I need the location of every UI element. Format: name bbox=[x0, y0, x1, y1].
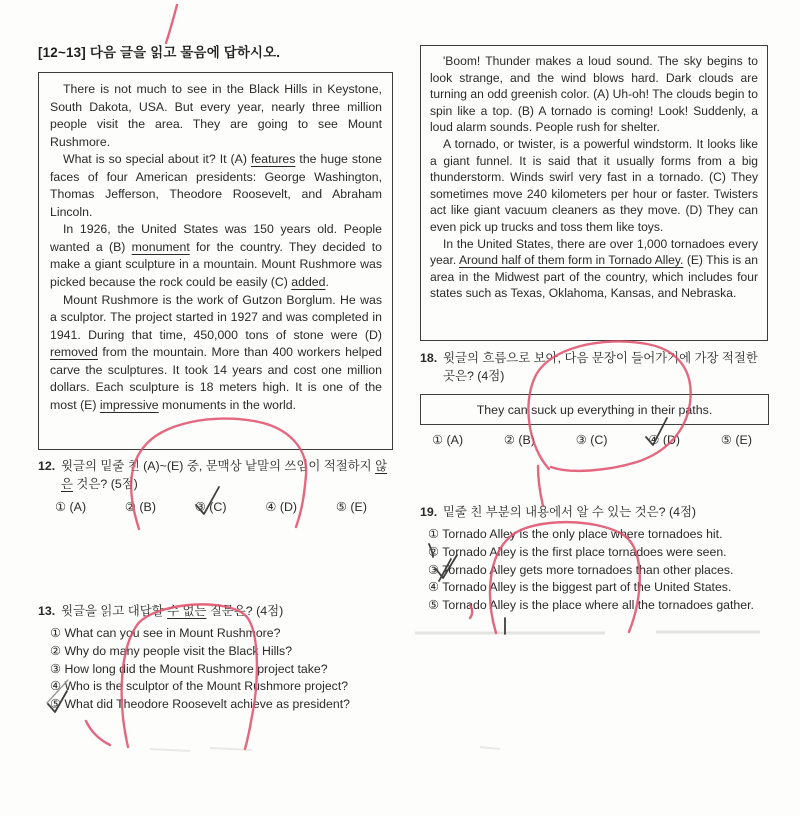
red-hook-q13 bbox=[86, 721, 110, 745]
insert-sentence-text: They can suck up everything in their paths. bbox=[476, 402, 713, 417]
question-13-options bbox=[50, 625, 398, 714]
q18-option-5: ⑤ (E) bbox=[720, 433, 752, 447]
q19-option-5: ⑤ Tornado Alley is the place where all the tornadoes gather. bbox=[428, 598, 754, 613]
section-header-12-13: [12~13] 다음 글을 읽고 물음에 답하시오. bbox=[38, 45, 281, 60]
question-18 bbox=[420, 350, 772, 385]
q19-option-3: ③ Tornado Alley gets more tornadoes than other places. bbox=[428, 562, 734, 577]
insert-sentence-box bbox=[420, 394, 769, 425]
red-slash-header bbox=[166, 5, 177, 43]
question-18-options bbox=[432, 432, 752, 447]
question-12-number: 12. bbox=[38, 459, 56, 473]
q12-option-1: ① (A) bbox=[55, 500, 87, 514]
question-13-number: 13. bbox=[38, 604, 56, 618]
passage-paragraph: 'Boom! Thunder makes a loud sound. The sky begins to look strange, and the wind blows hard. Dark clouds are turning an odd greenish color. (A) Uh-oh! The clouds begin to spin like a top. (B) A tornado is coming! Look! Suddenly, a loud alarm sounds. People rush for shelter. bbox=[430, 54, 758, 135]
passage-paragraph: In the United States, there are over 1,000 tornadoes every year. Around half of them form in Tornado Alley. (E) This is an area in the Midwest part of the country, which includes four states such as Texas, Oklahoma, Kansas, and Nebraska. bbox=[430, 236, 758, 301]
passage-rushmore bbox=[38, 72, 393, 450]
q18-option-2: ② (B) bbox=[503, 433, 535, 447]
q13-option-4: ④ Who is the sculptor of the Mount Rushmore project? bbox=[50, 679, 349, 694]
passage-paragraph: A tornado, or twister, is a powerful windstorm. It looks like a giant funnel. It is said that it usually forms from a big thunderstorm. Winds swirl very fast in a tornado. (C) They sometimes move 240 kilometers per hour or faster. Twisters act like giant vacuum cleaners as they move. (D) They can even pick up trucks and toss them like toys. bbox=[430, 136, 758, 234]
question-19-text: 밑줄 친 부분의 내용에서 알 수 있는 것은? (4점) bbox=[443, 505, 697, 519]
q18-option-3: ③ (C) bbox=[575, 433, 608, 447]
q19-option-1: ① Tornado Alley is the only place where tornadoes hit. bbox=[428, 527, 723, 541]
scan-smudge bbox=[150, 747, 500, 751]
q19-option-2: ② Tornado Alley is the first place tornadoes were seen. bbox=[428, 544, 727, 559]
q13-option-5: ⑤ What did Theodore Roosevelt achieve as president? bbox=[50, 697, 350, 712]
question-12-options bbox=[55, 499, 367, 514]
passage-paragraph: Mount Rushmore is the work of Gutzon Borglum. He was a sculptor. The project started in 1927 and was completed in 1941. During that time, 450,000 tons of stone were (D) removed from the mountain. More than 400 workers helped carve the sculptures. It took 14 years and cost one million dollars. Each sculpture is 18 meters high. It is one of the most (E) impressive monuments in the world. bbox=[50, 292, 382, 412]
q12-option-5: ⑤ (E) bbox=[335, 500, 367, 514]
question-13-text: 윗글을 읽고 대답할 수 없는 질문은? (4점) bbox=[61, 604, 284, 618]
question-12 bbox=[38, 458, 395, 493]
q13-option-1: ① What can you see in Mount Rushmore? bbox=[50, 626, 281, 640]
red-tail-q18 bbox=[538, 466, 543, 506]
question-13 bbox=[38, 603, 395, 621]
question-18-text: 윗글의 흐름으로 보아, 다음 문장이 들어가기에 가장 적절한 곳은? (4점) bbox=[443, 351, 758, 383]
passage-paragraph: What is so special about it? It (A) features the huge stone faces of four American presidents: George Washington, Thomas Jefferson, Theodore Roosevelt, and Abraham Lincoln. bbox=[50, 152, 382, 219]
question-19-options bbox=[428, 526, 780, 615]
question-12-text: 윗글의 밑줄 친 (A)~(E) 중, 문맥상 낱말의 쓰임이 적절하지 않은 것은? (5점) bbox=[61, 459, 388, 491]
q13-option-3: ③ How long did the Mount Rushmore project take? bbox=[50, 661, 328, 676]
q18-option-1: ① (A) bbox=[432, 433, 464, 447]
q12-option-4: ④ (D) bbox=[265, 500, 298, 514]
q12-option-3: ③ (C) bbox=[194, 500, 227, 514]
question-19 bbox=[420, 504, 772, 522]
q18-option-4: ④ (D) bbox=[648, 433, 681, 447]
passage-paragraph: In 1926, the United States was 150 years old. People wanted a (B) monument for the country. They decided to make a giant sculpture in a mountain. Mount Rushmore was picked because the rock could be easily (C) added. bbox=[50, 222, 383, 290]
passage-paragraph: There is not much to see in the Black Hills in Keystone, South Dakota, USA. But every year, nearly three million people visit the area. They are going to see Mount Rushmore. bbox=[50, 82, 382, 149]
q12-option-2: ② (B) bbox=[124, 500, 156, 514]
question-19-number: 19. bbox=[420, 505, 438, 519]
passage-tornado bbox=[420, 45, 768, 341]
q19-option-4: ④ Tornado Alley is the biggest part of the United States. bbox=[428, 580, 732, 595]
question-18-number: 18. bbox=[420, 351, 438, 365]
q13-option-2: ② Why do many people visit the Black Hills? bbox=[50, 643, 293, 658]
